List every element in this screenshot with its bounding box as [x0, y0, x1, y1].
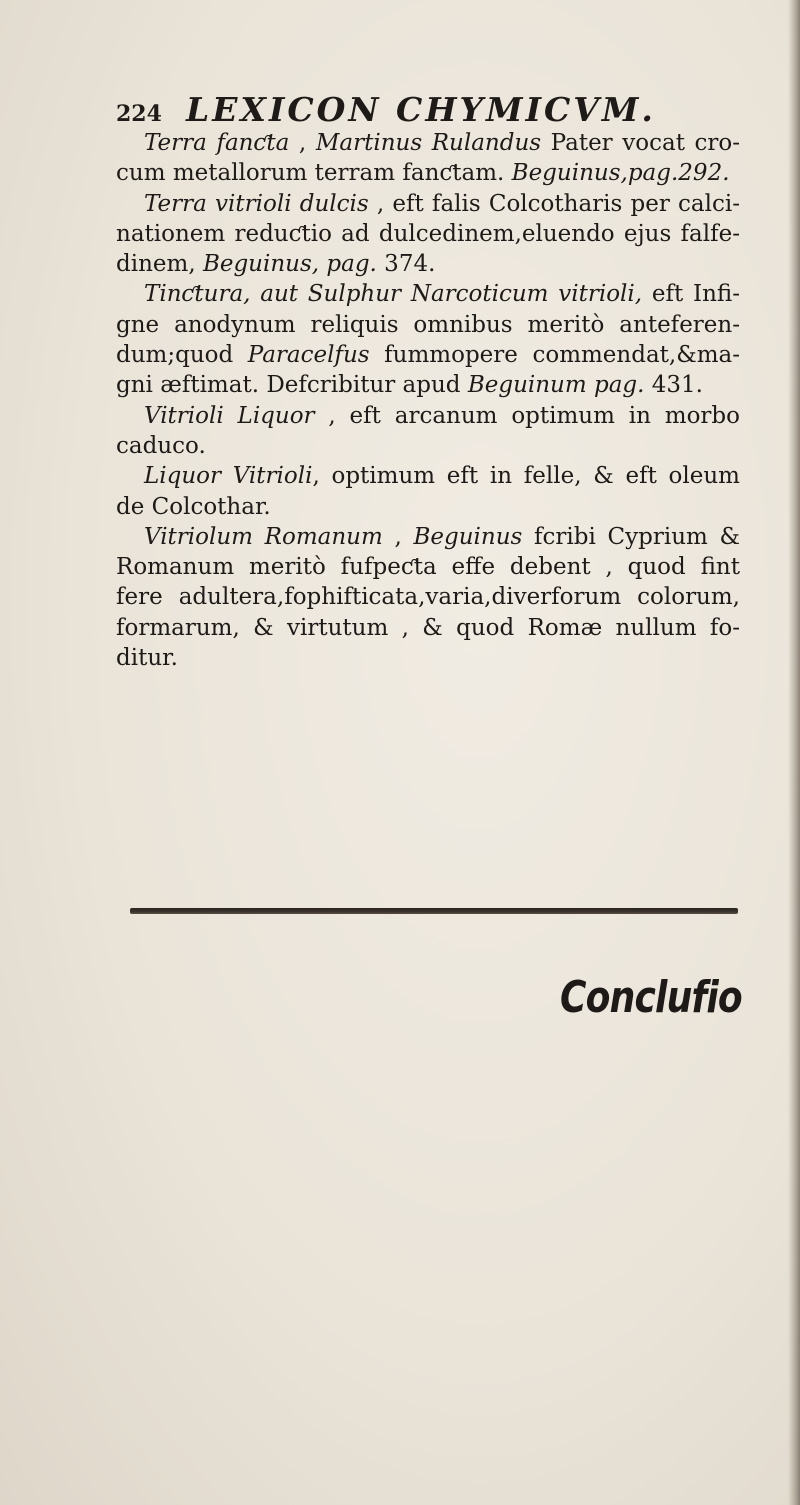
- entry-reference-page: 374.: [376, 251, 436, 278]
- entry-text: , eft arcanum optimum in morbo caduco.: [116, 402, 740, 459]
- entry-vitriolum-romanum: Vitriolum Romanum , Beguinus fcribi Cyprium & Romanum meritò fufpeƈta effe debent , quod fint fere adultera,fophifticata,varia,diverforum colorum, formarum, & virtutum , & quod Romæ nullum fo-ditur.: [116, 523, 740, 672]
- entry-terra-sancta: Terra fanƈta , Martinus Rulandus Pater vocat cro-cum metallorum terram fanƈtam. Beguinus,pag.292.: [116, 130, 741, 187]
- entry-author: Paracelfus: [247, 342, 370, 369]
- entry-reference: Beguinus, pag.: [202, 251, 377, 278]
- entry-author: Beguinus: [413, 523, 523, 550]
- entry-vitrioli-liquor: [116, 401, 740, 462]
- entry-tinctura: [116, 279, 740, 400]
- running-title: LEXICON CHYMICVM.: [186, 90, 656, 129]
- section-divider-rule: [130, 908, 738, 914]
- entry-reference-page: 292.: [678, 160, 730, 187]
- entry-term: Terra vitrioli dulcis: [144, 190, 369, 217]
- entry-text: , optimum eft in felle, & eft oleum de Colcothar.: [116, 463, 740, 520]
- entry-liquor-vitrioli: [116, 461, 740, 522]
- entry-terra-vitrioli: [116, 189, 740, 280]
- entry-author: Martinus Rulandus: [315, 130, 542, 156]
- entry-term: Tinƈtura, aut Sulphur Narcoticum vitrioli,: [144, 281, 643, 308]
- entry-text: , eft falis Colcotharis per calci-nationem reduƈtio ad dulcedinem,eluendo ejus falfe-dinem,: [116, 190, 740, 278]
- entry-term: Vitrioli Liquor: [144, 402, 315, 429]
- entry-text-continued: fummopere commendat,&ma-gni æftimat. Defcribitur apud: [116, 342, 740, 399]
- page-number: 224: [116, 101, 162, 127]
- catchword: Conclufio: [560, 972, 742, 1023]
- entry-text: fcribi Cyprium & Romanum meritò fufpeƈta effe debent , quod fint fere adultera,fophifticata,varia,diverforum colorum, formarum, & virtutum , & quod Romæ nullum fo-ditur.: [116, 523, 740, 672]
- entry-term: Vitriolum Romanum: [144, 523, 383, 550]
- entry-text: Pater vocat cro-cum metallorum terram fanƈtam.: [116, 130, 741, 187]
- entry-reference: Beguinum pag.: [467, 372, 645, 399]
- entry-reference: Beguinus,pag.: [511, 160, 679, 187]
- entry-term: Liquor Vitrioli: [144, 463, 313, 490]
- body-text: [116, 128, 740, 673]
- entry-term: Terra fanƈta: [144, 130, 290, 156]
- page-header: [116, 90, 720, 130]
- entry-reference-page: 431.: [644, 372, 703, 399]
- entry-text: eft Infi-gne anodynum reliquis omnibus meritò anteferen-dum;quod: [116, 281, 740, 369]
- page-edge-shadow: [788, 0, 800, 1505]
